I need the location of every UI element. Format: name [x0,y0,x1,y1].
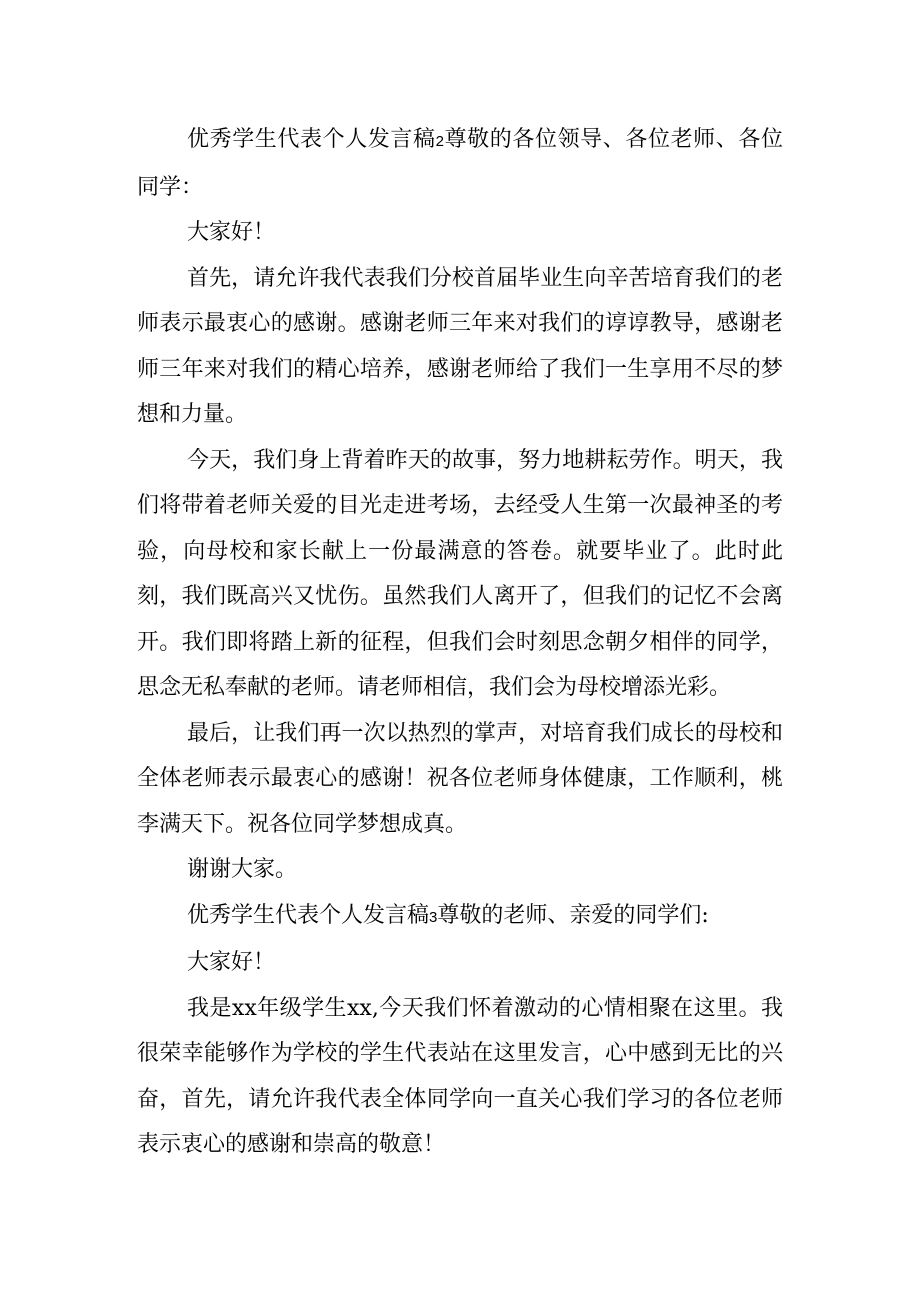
paragraph-text: 大家好！ [187,950,276,975]
paragraph-text: 首先，请允许我代表我们分校首届毕业生向辛苦培育我们的老师表示最衷心的感谢。感谢老师三年来对我们的谆谆教导，感谢老师三年来对我们的精心培养，感谢老师给了我们一生享用不尽的梦想和力量。 [137,265,783,427]
paragraph-heading-2 [137,117,783,210]
paragraph-today [137,438,783,711]
paragraph-text: 最后，让我们再一次以热烈的掌声，对培育我们成长的母校和全体老师表示最衷心的感谢！祝各位老师身体健康，工作顺利，桃李满天下。祝各位同学梦想成真。 [137,720,783,837]
paragraph-thanks [137,256,783,438]
paragraph-greeting [137,210,783,256]
speech-title: 优秀学生代表个人发言稿 [187,127,436,152]
paragraph-heading-3 [137,893,783,941]
paragraph-closing [137,847,783,893]
paragraph-greeting [137,940,783,986]
paragraph-text: 今天，我们身上背着昨天的故事，努力地耕耘劳作。明天，我们将带着老师关爱的目光走进考场，去经受人生第一次最神圣的考验，向母校和家长献上一份最满意的答卷。就要毕业了。此时此刻，我们既高兴又忧伤。虽然我们人离开了，但我们的记忆不会离开。我们即将踏上新的征程，但我们会时刻思念朝夕相伴的同学，思念无私奉献的老师。请老师相信，我们会为母校增添光彩。 [137,447,783,700]
salutation-text: 尊敬的各位领导、各位老师、各位同学： [137,127,783,200]
paragraph-intro [137,986,783,1168]
speech-number: 2 [435,133,444,150]
speech-title: 优秀学生代表个人发言稿 [187,902,430,928]
paragraph-text: 大家好！ [187,220,276,245]
document-body [137,117,783,1168]
paragraph-text: 我是xx年级学生xx,今天我们怀着激动的心情相聚在这里。我很荣幸能够作为学校的学生代表站在这里发言，心中感到无比的兴奋，首先，请允许我代表全体同学向一直关心我们学习的各位老师表示衷心的感谢和崇高的敬意！ [137,995,783,1157]
paragraph-finally [137,711,783,848]
salutation-text: 尊敬的老师、亲爱的同学们: [437,902,709,928]
speech-number: 3 [429,908,438,926]
paragraph-text: 谢谢大家。 [187,857,298,882]
